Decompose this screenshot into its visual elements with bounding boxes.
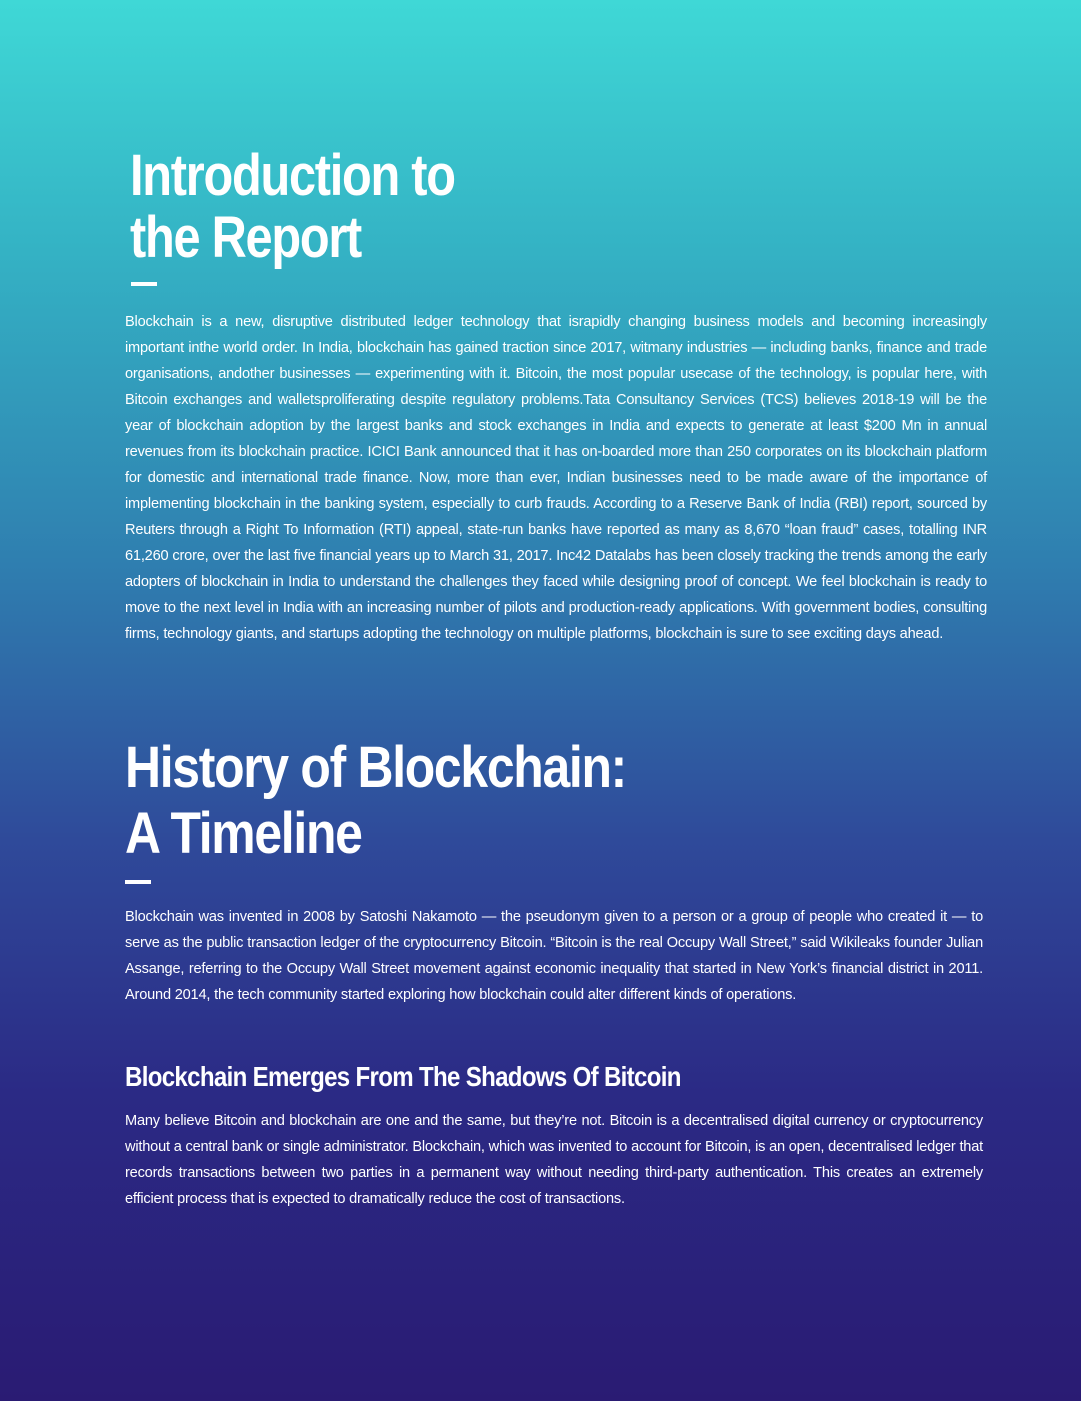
history-heading-underline (125, 880, 151, 884)
intro-heading-underline (131, 282, 157, 286)
intro-heading (130, 145, 455, 269)
history-heading-line-1: History of Blockchain: (125, 735, 626, 800)
intro-heading-line-2: the Report (130, 205, 361, 270)
history-heading-line-2: A Timeline (125, 801, 362, 866)
emerges-paragraph: Many believe Bitcoin and blockchain are one and the same, but they’re not. Bitcoin is a decentralised digital currency or cryptocurrency without a central bank or single administrator. Blockchain, which was invented to account for Bitcoin, is an open, decentralised ledger that records transactions between two parties in a permanent way without needing third-party authentication. This creates an extremely efficient process that is expected to dramatically reduce the cost of transactions. (125, 1113, 983, 1207)
emerges-subheading: Blockchain Emerges From The Shadows Of Bitcoin (125, 1061, 681, 1092)
intro-heading-line-1: Introduction to (130, 143, 455, 208)
history-heading (125, 735, 626, 867)
history-paragraph: Blockchain was invented in 2008 by Satoshi Nakamoto — the pseudonym given to a person or a group of people who created it — to serve as the public transaction ledger of the cryptocurrency Bitcoin. “Bitcoin is the real Occupy Wall Street,” said Wikileaks founder Julian Assange, referring to the Occupy Wall Street movement against economic inequality that started in New York’s financial district in 2011. Around 2014, the tech community started exploring how blockchain could alter different kinds of operations. (125, 909, 983, 1003)
intro-paragraph: Blockchain is a new, disruptive distributed ledger technology that israpidly changing business models and becoming increasingly important inthe world order. In India, blockchain has gained traction since 2017, witmany industries — including banks, finance and trade organisations, andother businesses — experimenting with it. Bitcoin, the most popular usecase of the technology, is popular here, with Bitcoin exchanges and walletsproliferating despite regulatory problems.Tata Consultancy Services (TCS) believes 2018-19 will be the year of blockchain adoption by the largest banks and stock exchanges in India and expects to generate at least $200 Mn in annual revenues from its blockchain practice. ICICI Bank announced that it has on-boarded more than 250 corporates on its blockchain platform for domestic and international trade finance. Now, more than ever, Indian businesses need to be made aware of the importance of implementing blockchain in the banking system, especially to curb frauds. According to a Reserve Bank of India (RBI) report, sourced by Reuters through a Right To Information (RTI) appeal, state-run banks have reported as many as 8,670 “loan fraud” cases, totalling INR 61,260 crore, over the last five financial years up to March 31, 2017. Inc42 Datalabs has been closely tracking the trends among the early adopters of blockchain in India to understand the challenges they faced while designing proof of concept. We feel blockchain is ready to move to the next level in India with an increasing number of pilots and production-ready applications. With government bodies, consulting firms, technology giants, and startups adopting the technology on multiple platforms, blockchain is sure to see exciting days ahead. (125, 314, 987, 642)
